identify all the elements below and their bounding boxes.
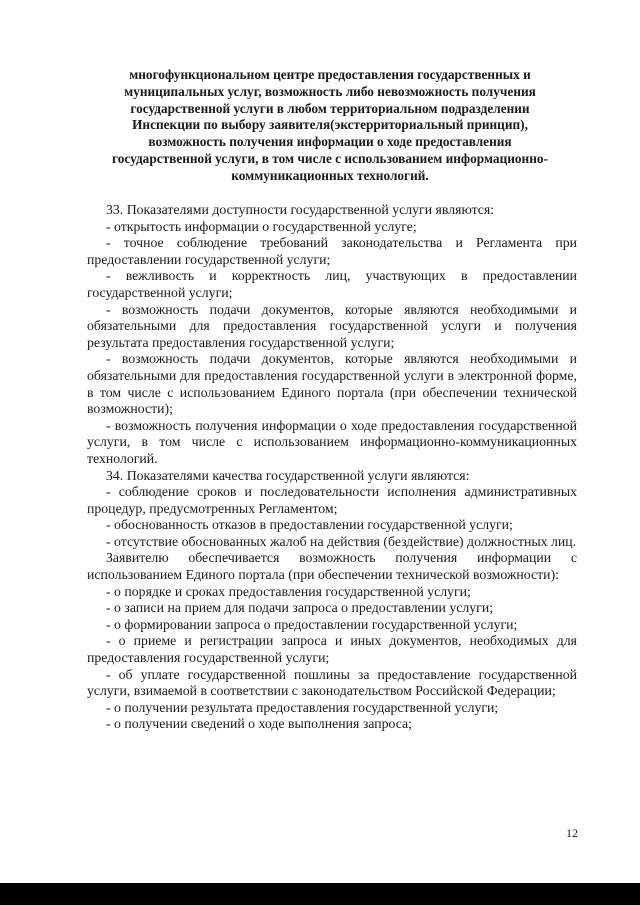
heading-line: государственной услуги, в том числе с использованием информационно- (112, 150, 548, 166)
paragraph-applicant-info: Заявителю обеспечивается возможность получения информации с использованием Единого портала (при обеспечении технической возможности): (87, 550, 577, 583)
list-item: - возможность получения информации о ходе предоставления государственной услуги, в том числе с использованием информационно-коммуникационных технологий. (87, 417, 577, 466)
paragraph-item-33: 33. Показателями доступности государственной услуги являются: (106, 202, 495, 217)
heading-line: коммуникационных технологий. (231, 167, 429, 183)
section-heading (80, 67, 580, 185)
list-item: - точное соблюдение требований законодательства и Регламента при предоставлении государственной услуги; (87, 235, 577, 267)
list-item: - о получении сведений о ходе выполнения запроса; (106, 716, 412, 732)
list-item: - о приеме и регистрации запроса и иных документов, необходимых для предоставления государственной услуги; (87, 633, 577, 666)
document-body (87, 202, 577, 733)
heading-line: муниципальных услуг, возможность либо невозможность получения (124, 83, 536, 99)
paragraph-item-34: 34. Показателями качества государственной услуги являются: (106, 467, 470, 483)
list-item: - вежливость и корректность лиц, участвующих в предоставлении государственной услуги; (87, 268, 577, 300)
page-number: 12 (566, 826, 578, 840)
list-item: - о порядке и сроках предоставления государственной услуги; (106, 583, 471, 599)
list-item: - открытость информации о государственной услуге; (106, 218, 417, 234)
list-item: - возможность подачи документов, которые являются необходимыми и обязательными для предоставления государственной услуги в электронной форме, в том числе с использованием Единого портала (при обеспечении технической возможности); (87, 351, 577, 417)
list-item: - обоснованность отказов в предоставлении государственной услуги; (106, 517, 513, 533)
heading-line: многофункциональном центре предоставления государственных и (129, 67, 531, 82)
scan-border (0, 883, 640, 905)
heading-line: возможность получения информации о ходе предоставления (148, 134, 512, 150)
list-item: - возможность подачи документов, которые являются необходимыми и обязательными для предоставления государственной услуги и получения результата предоставления государственной услуги; (87, 301, 577, 350)
list-item: - о получении результата предоставления государственной услуги; (106, 699, 499, 715)
heading-line: Инспекции по выбору заявителя(экстерриториальный принцип), (132, 117, 528, 133)
heading-line: государственной услуги в любом территориальном подразделении (130, 100, 530, 116)
list-item: - отсутствие обоснованных жалоб на действия (бездействие) должностных лиц. (106, 533, 577, 549)
list-item: - о формировании запроса о предоставлении государственной услуги; (106, 616, 518, 632)
list-item: - об уплате государственной пошлины за предоставление государственной услуги, взимаемой в соответствии с законодательством Российской Федерации; (87, 666, 577, 699)
list-item: - о записи на прием для подачи запроса о предоставлении услуги; (106, 600, 494, 616)
list-item: - соблюдение сроков и последовательности исполнения административных процедур, предусмотренных Регламентом; (87, 484, 577, 516)
